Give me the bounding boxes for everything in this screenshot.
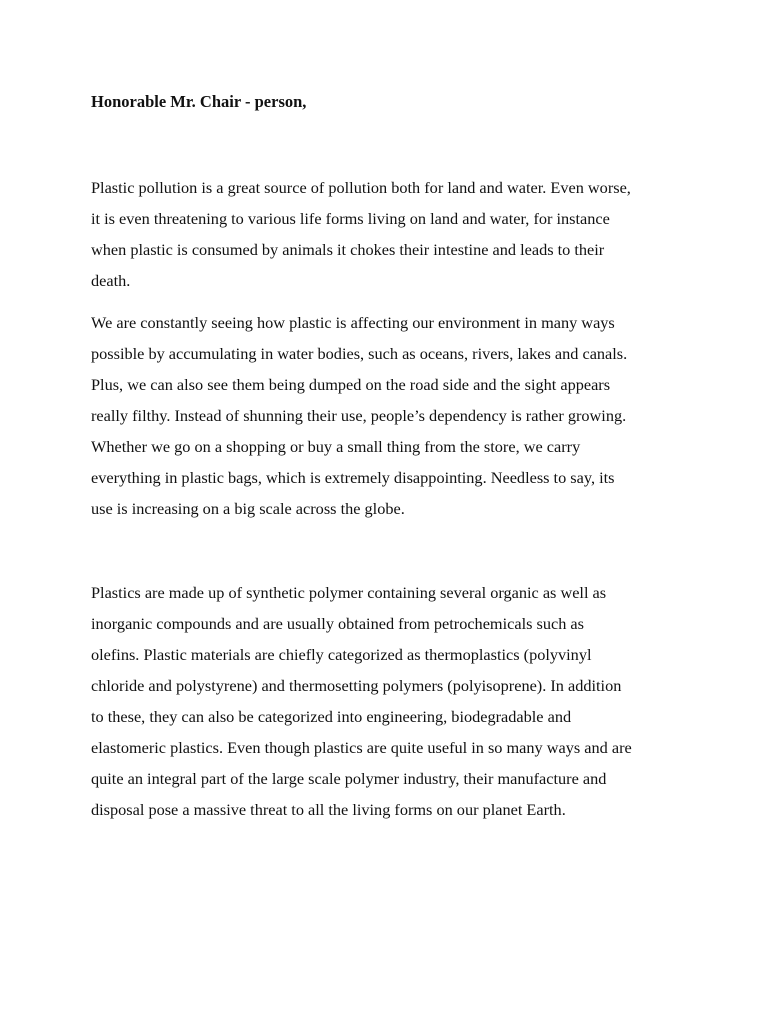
paragraph-environment-impact [91,307,681,524]
paragraph-line: We are constantly seeing how plastic is affecting our environment in many ways [91,313,615,332]
paragraph-line: inorganic compounds and are usually obtained from petrochemicals such as [91,614,584,633]
paragraph-line: it is even threatening to various life forms living on land and water, for instance [91,209,610,228]
paragraph-line: elastomeric plastics. Even though plastics are quite useful in so many ways and are [91,738,632,757]
paragraph-line: to these, they can also be categorized into engineering, biodegradable and [91,707,572,726]
paragraph-line: death. [91,271,131,290]
paragraph-line: Whether we go on a shopping or buy a small thing from the store, we carry [91,437,581,456]
paragraph-line: everything in plastic bags, which is extremely disappointing. Needless to say, its [91,468,615,487]
paragraph-line: chloride and polystyrene) and thermosetting polymers (polyisoprene). In addition [91,676,622,695]
paragraph-line: Plastic pollution is a great source of pollution both for land and water. Even worse, [91,178,631,197]
paragraph-line: Plastics are made up of synthetic polymer containing several organic as well as [91,583,607,602]
paragraph-line: use is increasing on a big scale across the globe. [91,499,405,518]
paragraph-line: disposal pose a massive threat to all the living forms on our planet Earth. [91,800,566,819]
paragraph-plastic-composition [91,577,681,825]
salutation: Honorable Mr. Chair - person, [91,92,307,111]
paragraph-line: when plastic is consumed by animals it chokes their intestine and leads to their [91,240,605,259]
paragraph-line: really filthy. Instead of shunning their use, people’s dependency is rather growing. [91,406,627,425]
paragraph-line: olefins. Plastic materials are chiefly categorized as thermoplastics (polyvinyl [91,645,592,664]
paragraph-line: quite an integral part of the large scale polymer industry, their manufacture and [91,769,607,788]
paragraph-plastic-pollution [91,172,681,296]
paragraph-line: possible by accumulating in water bodies, such as oceans, rivers, lakes and canals. [91,344,628,363]
paragraph-line: Plus, we can also see them being dumped on the road side and the sight appears [91,375,611,394]
